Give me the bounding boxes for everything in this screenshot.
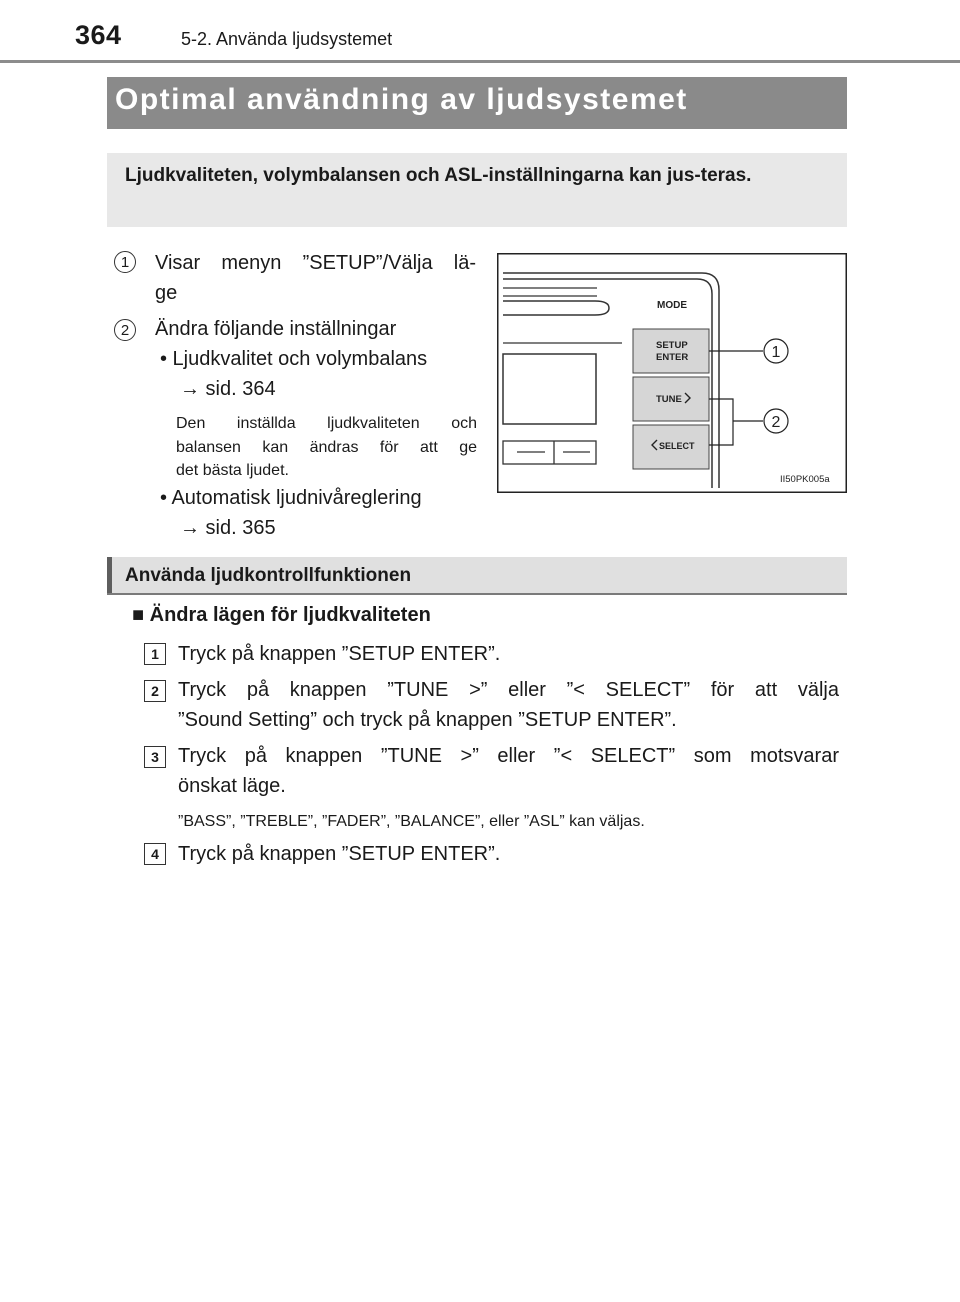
step-2-line1: Tryck på knappen ”TUNE >” eller ”< SELECT” för att välja	[178, 679, 839, 701]
section-rule	[107, 593, 847, 595]
step-2-line2: ”Sound Setting” och tryck på knappen ”SETUP ENTER”.	[178, 709, 677, 731]
bullet-1-text: • Ljudkvalitet och volymbalans	[160, 348, 428, 370]
step-4-text: Tryck på knappen ”SETUP ENTER”.	[178, 843, 501, 865]
bullet-1-ref: → sid. 364	[180, 378, 276, 400]
tune-label: TUNE	[656, 394, 682, 405]
page-title: Optimal användning av ljudsystemet	[115, 83, 688, 116]
step-3-line1: Tryck på knappen ”TUNE >” eller ”< SELECT” som motsvarar	[178, 745, 839, 767]
item-1-line1: Visar menyn ”SETUP”/Välja lä-	[155, 252, 476, 274]
item-2-text: Ändra följande inställningar	[155, 318, 397, 340]
setup-enter-button	[633, 329, 709, 373]
step-3-note: ”BASS”, ”TREBLE”, ”FADER”, ”BALANCE”, eller ”ASL” kan väljas.	[178, 813, 645, 830]
bullet-2-ref: → sid. 365	[180, 517, 276, 539]
select-label: SELECT	[659, 441, 695, 451]
callout-2-number: 2	[771, 414, 781, 431]
bullet-2-text: • Automatisk ljudnivåreglering	[160, 487, 422, 509]
step-number-1: 1	[144, 643, 166, 665]
setup-label: SETUP	[656, 340, 688, 351]
figure-code: II50PK005a	[780, 474, 830, 485]
step-number-4: 4	[144, 843, 166, 865]
enter-label: ENTER	[656, 352, 689, 363]
step-3-line2: önskat läge.	[178, 775, 286, 797]
item-marker-1: 1	[114, 251, 136, 273]
page-number: 364	[75, 20, 122, 50]
callout-1-number: 1	[771, 344, 781, 361]
bullet-1-note-line2: balansen kan ändras för att ge	[176, 439, 477, 456]
intro-text: Ljudkvaliteten, volymbalansen och ASL-inställningarna kan jus-teras.	[125, 165, 752, 186]
step-number-3: 3	[144, 746, 166, 768]
item-marker-2: 2	[114, 319, 136, 341]
bullet-1-note-line1: Den inställda ljudkvaliteten och	[176, 415, 477, 432]
chapter-title: 5-2. Använda ljudsystemet	[181, 29, 393, 49]
bullet-1-note-line3: det bästa ljudet.	[176, 462, 289, 479]
sub-heading: ■ Ändra lägen för ljudkvaliteten	[132, 604, 431, 626]
item-1-line2: ge	[155, 282, 178, 304]
step-number-2: 2	[144, 680, 166, 702]
audio-panel-figure	[497, 253, 847, 493]
mode-label: MODE	[657, 300, 687, 311]
header-rule	[0, 60, 960, 63]
section-title: Använda ljudkontrollfunktionen	[125, 565, 412, 586]
step-1-text: Tryck på knappen ”SETUP ENTER”.	[178, 643, 501, 665]
